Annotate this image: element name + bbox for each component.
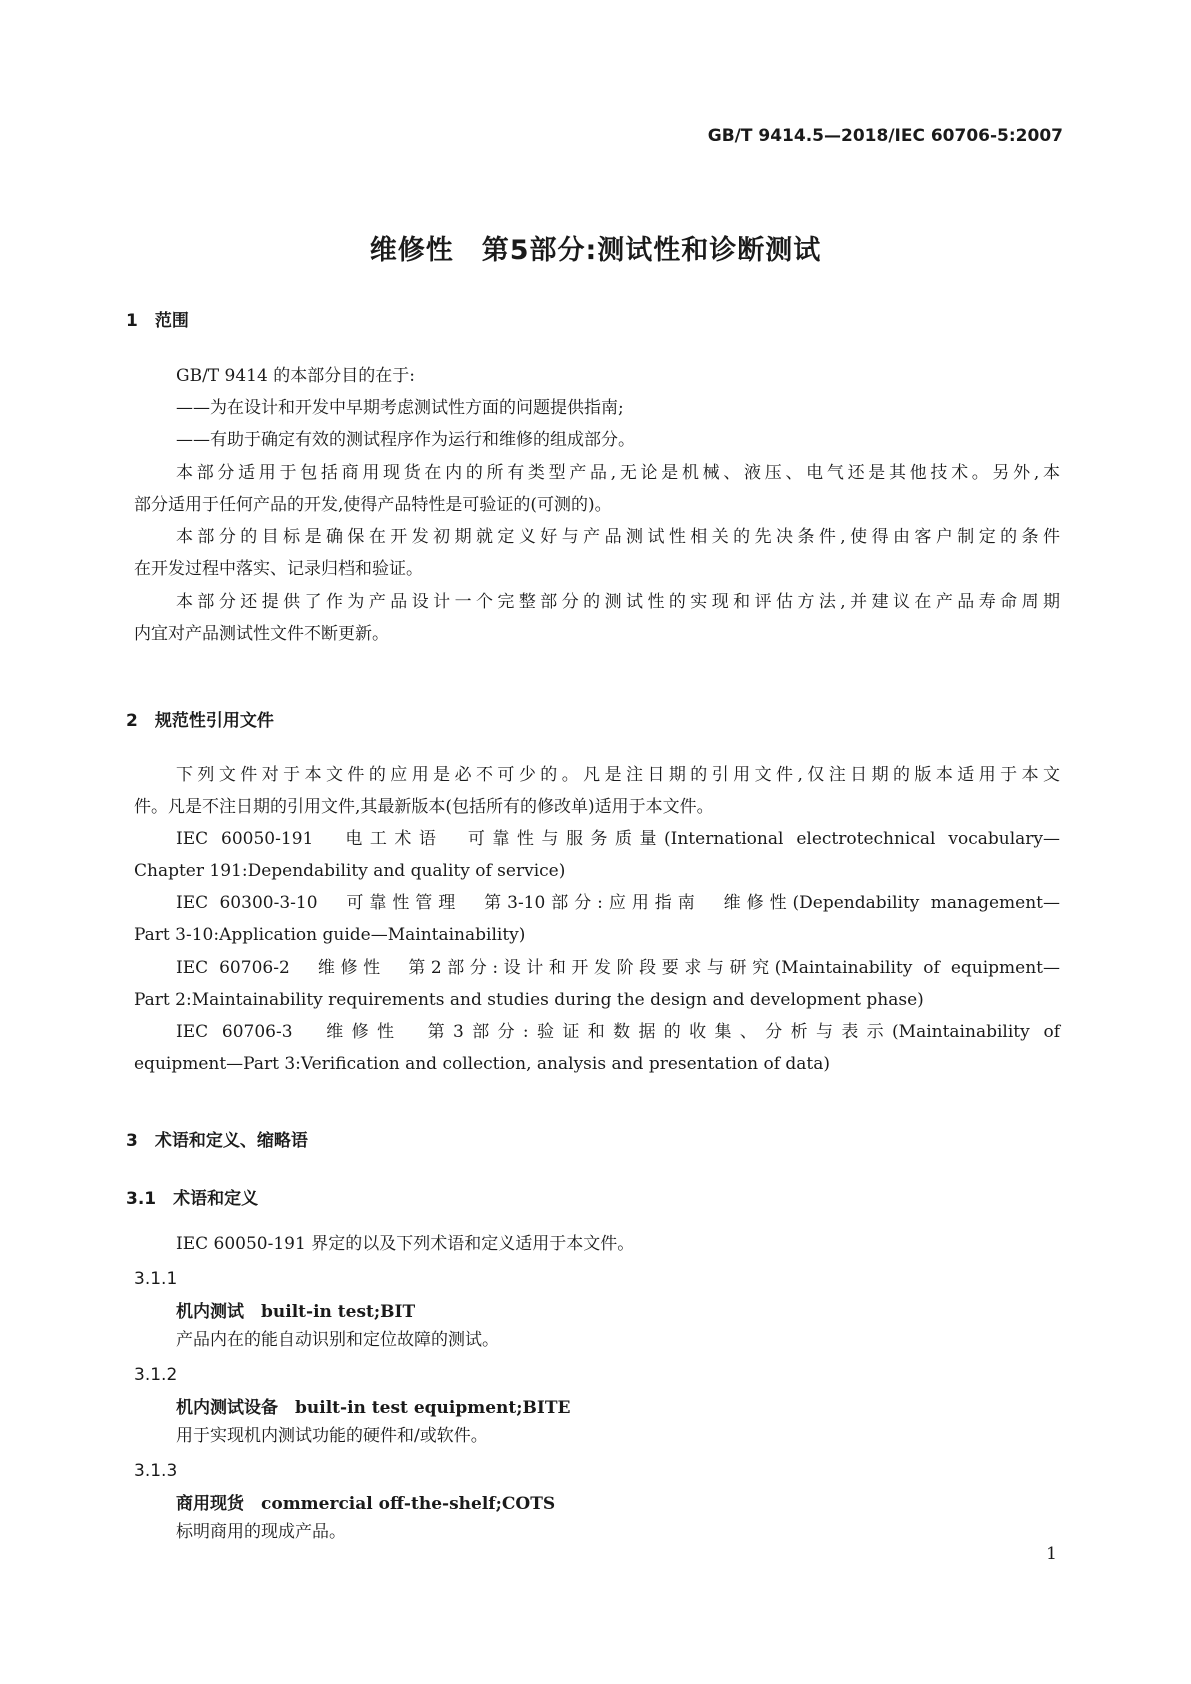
page-number: 1	[1046, 1544, 1057, 1564]
section-1-dash-item-2: ——有助于确定有效的测试程序作为运行和维修的组成部分。	[176, 430, 635, 450]
reference-1-line-1: IEC 60050-191 电工术语 可靠性与服务质量(International electrotechnical vocabulary—	[176, 829, 1060, 849]
reference-3-line-1: IEC 60706-2 维修性 第2部分:设计和开发阶段要求与研究(Maintainability of equipment—	[176, 958, 1060, 978]
section-3-1-heading: 3.1 术语和定义	[126, 1189, 259, 1209]
section-1-dash-item-1: ——为在设计和开发中早期考虑测试性方面的问题提供指南;	[176, 398, 624, 418]
section-3-heading: 3 术语和定义、缩略语	[126, 1131, 308, 1151]
standard-number: GB/T 9414.5—2018/IEC 60706-5:2007	[707, 126, 1063, 146]
document-title: 维修性 第5部分:测试性和诊断测试	[369, 235, 822, 266]
section-1-para-2-line-2: 在开发过程中落实、记录归档和验证。	[134, 559, 423, 579]
term-3-name: 商用现货 commercial off-the-shelf;COTS	[176, 1494, 556, 1514]
term-3-number: 3.1.3	[134, 1461, 178, 1481]
section-2-para-line-2: 件。凡是不注日期的引用文件,其最新版本(包括所有的修改单)适用于本文件。	[134, 797, 714, 817]
section-1-para-1-line-2: 部分适用于任何产品的开发,使得产品特性是可验证的(可测的)。	[134, 495, 612, 515]
reference-2-line-1: IEC 60300-3-10 可靠性管理 第3-10部分:应用指南 维修性(Dependability management—	[176, 893, 1060, 913]
reference-2-line-2: Part 3-10:Application guide—Maintainability)	[134, 925, 526, 945]
section-2-heading: 2 规范性引用文件	[126, 711, 274, 731]
reference-3-line-2: Part 2:Maintainability requirements and studies during the design and development phase)	[134, 990, 924, 1010]
term-2-name: 机内测试设备 built-in test equipment;BITE	[176, 1398, 571, 1418]
section-1-para-2-line-1: 本部分的目标是确保在开发初期就定义好与产品测试性相关的先决条件,使得由客户制定的条件	[176, 527, 1060, 547]
reference-4-line-2: equipment—Part 3:Verification and collection, analysis and presentation of data)	[134, 1054, 831, 1074]
term-1-number: 3.1.1	[134, 1269, 178, 1289]
section-1-para-1-line-1: 本部分适用于包括商用现货在内的所有类型产品,无论是机械、液压、电气还是其他技术。另外,本	[176, 463, 1060, 483]
reference-4-line-1: IEC 60706-3 维修性 第3部分:验证和数据的收集、分析与表示(Maintainability of	[176, 1022, 1060, 1042]
section-1-intro: GB/T 9414 的本部分目的在于:	[176, 366, 415, 386]
section-1-para-3-line-1: 本部分还提供了作为产品设计一个完整部分的测试性的实现和评估方法,并建议在产品寿命周期	[176, 592, 1060, 612]
section-3-1-intro: IEC 60050-191 界定的以及下列术语和定义适用于本文件。	[176, 1234, 635, 1254]
term-3-definition: 标明商用的现成产品。	[176, 1522, 346, 1542]
term-1-definition: 产品内在的能自动识别和定位故障的测试。	[176, 1330, 499, 1350]
section-1-para-3-line-2: 内宜对产品测试性文件不断更新。	[134, 624, 389, 644]
section-1-heading: 1 范围	[126, 311, 189, 331]
term-2-definition: 用于实现机内测试功能的硬件和/或软件。	[176, 1426, 488, 1446]
section-2-para-line-1: 下列文件对于本文件的应用是必不可少的。凡是注日期的引用文件,仅注日期的版本适用于本文	[176, 765, 1060, 785]
reference-1-line-2: Chapter 191:Dependability and quality of service)	[134, 861, 566, 881]
term-2-number: 3.1.2	[134, 1365, 178, 1385]
term-1-name: 机内测试 built-in test;BIT	[176, 1302, 416, 1322]
